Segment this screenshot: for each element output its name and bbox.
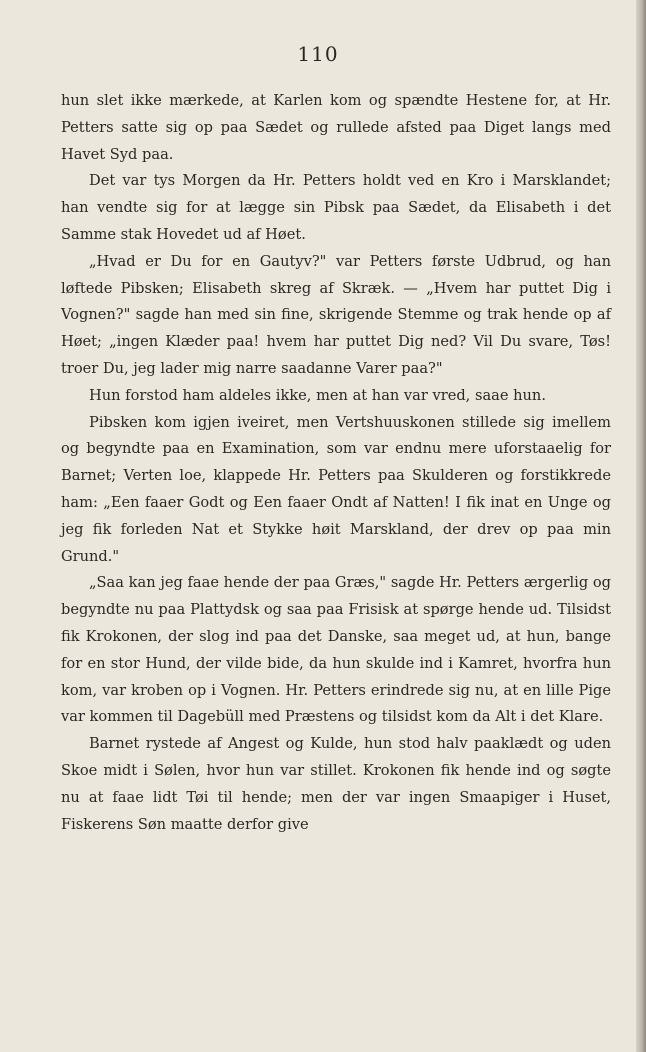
paragraph-4: Hun forstod ham aldeles ikke, men at han var vred, saae hun. (89, 386, 546, 404)
page-number: 110 (297, 42, 339, 66)
paragraph-3: „Hvad er Du for en Gautyv?" var Petters første Udbrud, og han løftede Pibsken; Elisabeth skreg af Skræk. — „Hvem har puttet Dig i Vognen?" sagde han med sin fine, skrigende Stemme og trak hende op af Høet; „ingen Klæder paa! hvem har puttet Dig ned? Vil Du svare, Tøs! troer Du, jeg lader mig narre saadanne Varer paa?" (61, 252, 611, 377)
page-edge (636, 0, 646, 1052)
paragraph-7: Barnet rystede af Angest og Kulde, hun stod halv paaklædt og uden Skoe midt i Sølen, hvor hun var stillet. Krokonen fik hende ind og søgte nu at faae lidt Tøi til hende; men der var ingen Smaapiger i Huset, Fiskerens Søn maatte derfor give (61, 735, 611, 833)
paragraph-2: Det var tys Morgen da Hr. Petters holdt ved en Kro i Marsklandet; han vendte sig for at lægge sin Pibsk paa Sædet, da Elisabeth i det Samme stak Hovedet ud af Høet. (61, 172, 611, 243)
paragraph-5: Pibsken kom igjen iveiret, men Vertshuuskonen stillede sig imellem og begyndte paa en Examination, som var endnu mere uforstaaelig for Barnet; Verten loe, klappede Hr. Petters paa Skulderen og forstikkrede ham: „Een faaer Godt og Een faaer Ondt af Natten! I fik inat en Unge og jeg fik forleden Nat et Stykke høit Marskland, der drev op paa min Grund." (61, 413, 611, 565)
body-text (61, 88, 611, 838)
paragraph-1: hun slet ikke mærkede, at Karlen kom og spændte Hestene for, at Hr. Petters satte sig op paa Sædet og rullede afsted paa Diget langs med Havet Syd paa. (61, 92, 611, 163)
paragraph-6: „Saa kan jeg faae hende der paa Græs," sagde Hr. Petters ærgerlig og begyndte nu paa Plattydsk og saa paa Frisisk at spørge hende ud. Tilsidst fik Krokonen, der slog ind paa det Danske, saa meget ud, at hun, bange for en stor Hund, der vilde bide, da hun skulde ind i Kamret, hvorfra hun kom, var kroben op i Vognen. Hr. Petters erindrede sig nu, at en lille Pige var kommen til Dagebüll med Præstens og tilsidst kom da Alt i det Klare. (61, 574, 611, 726)
